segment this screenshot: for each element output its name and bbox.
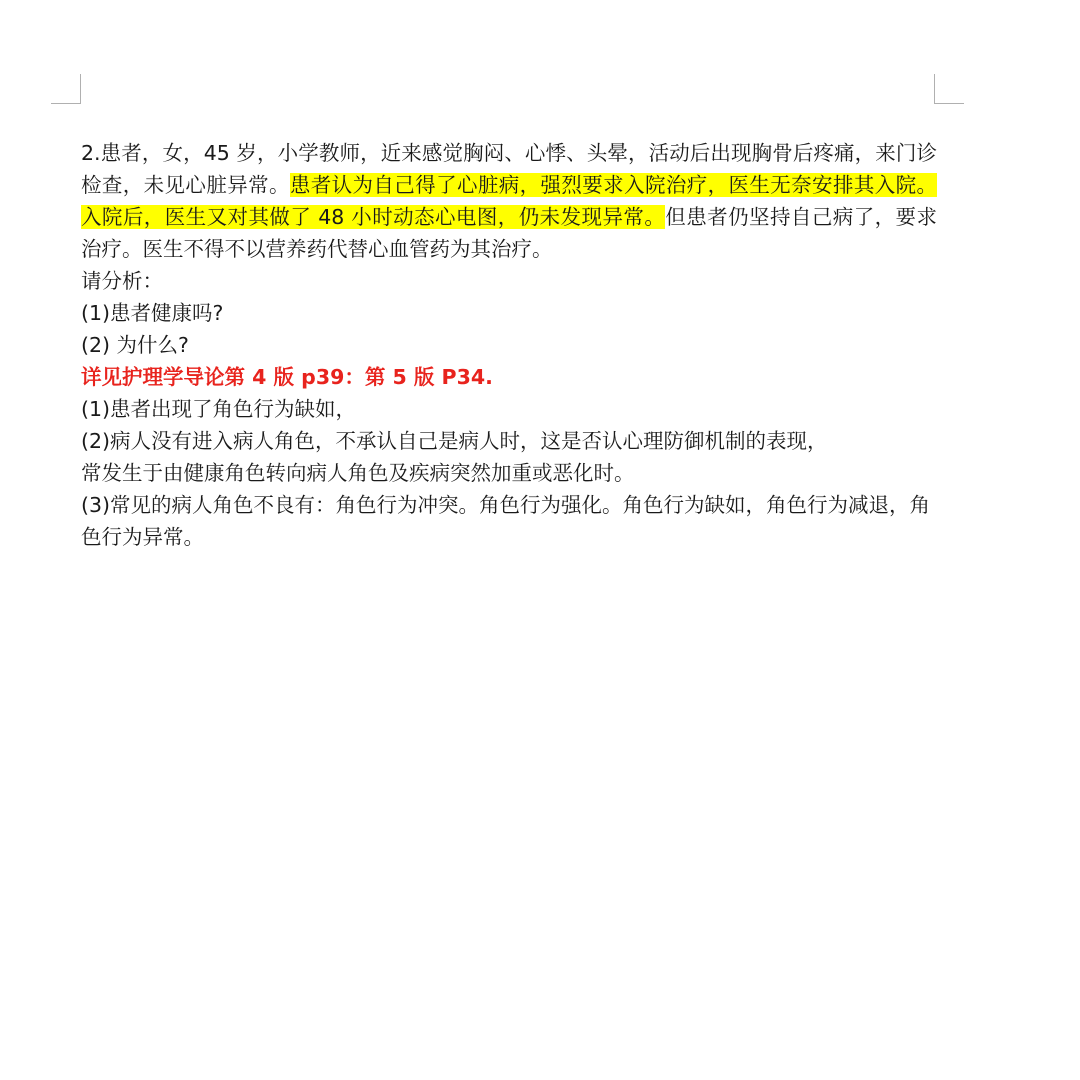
question-text: 2.患者，女，45 岁，小学教师，近来感觉胸闷、心悸、头晕，活动后出现胸骨后疼痛，来门诊检查，未见心脏异常。 [81, 141, 937, 197]
answer-2-continued: 常发生于由健康角色转向病人角色及疾病突然加重或恶化时。 [81, 461, 635, 485]
crop-mark-top-left [80, 74, 81, 104]
answer-2: (2)病人没有进入病人角色，不承认自己是病人时，这是否认心理防御机制的表现， [81, 429, 828, 453]
crop-mark-top-right [934, 74, 935, 104]
textbook-reference: 详见护理学导论第 4 版 p39：第 5 版 P34. [81, 365, 493, 389]
sub-question-2: (2) 为什么? [81, 333, 189, 357]
answer-1: (1)患者出现了角色行为缺如， [81, 397, 357, 421]
crop-mark-top-right [934, 103, 964, 104]
question-text-continued: 但患者仍坚持自己病了，要求治疗。医生不得不以营养药代替心血管药为其治疗。 [81, 205, 937, 261]
analysis-prompt: 请分析： [81, 269, 163, 293]
answer-3: (3)常见的病人角色不良有：角色行为冲突。角色行为强化。角色行为缺如，角色行为减退，角色行为异常。 [81, 493, 931, 549]
crop-mark-top-left [51, 103, 81, 104]
sub-question-1: (1)患者健康吗? [81, 301, 224, 325]
highlighted-text: 患者认为自己得了心脏病，强烈要求入院治疗，医生无奈安排其入院。入院后，医生又对其做了 48 小时动态心电图，仍未发现异常。 [81, 173, 937, 229]
document-body[interactable] [81, 137, 937, 553]
question-paragraph [81, 137, 937, 265]
